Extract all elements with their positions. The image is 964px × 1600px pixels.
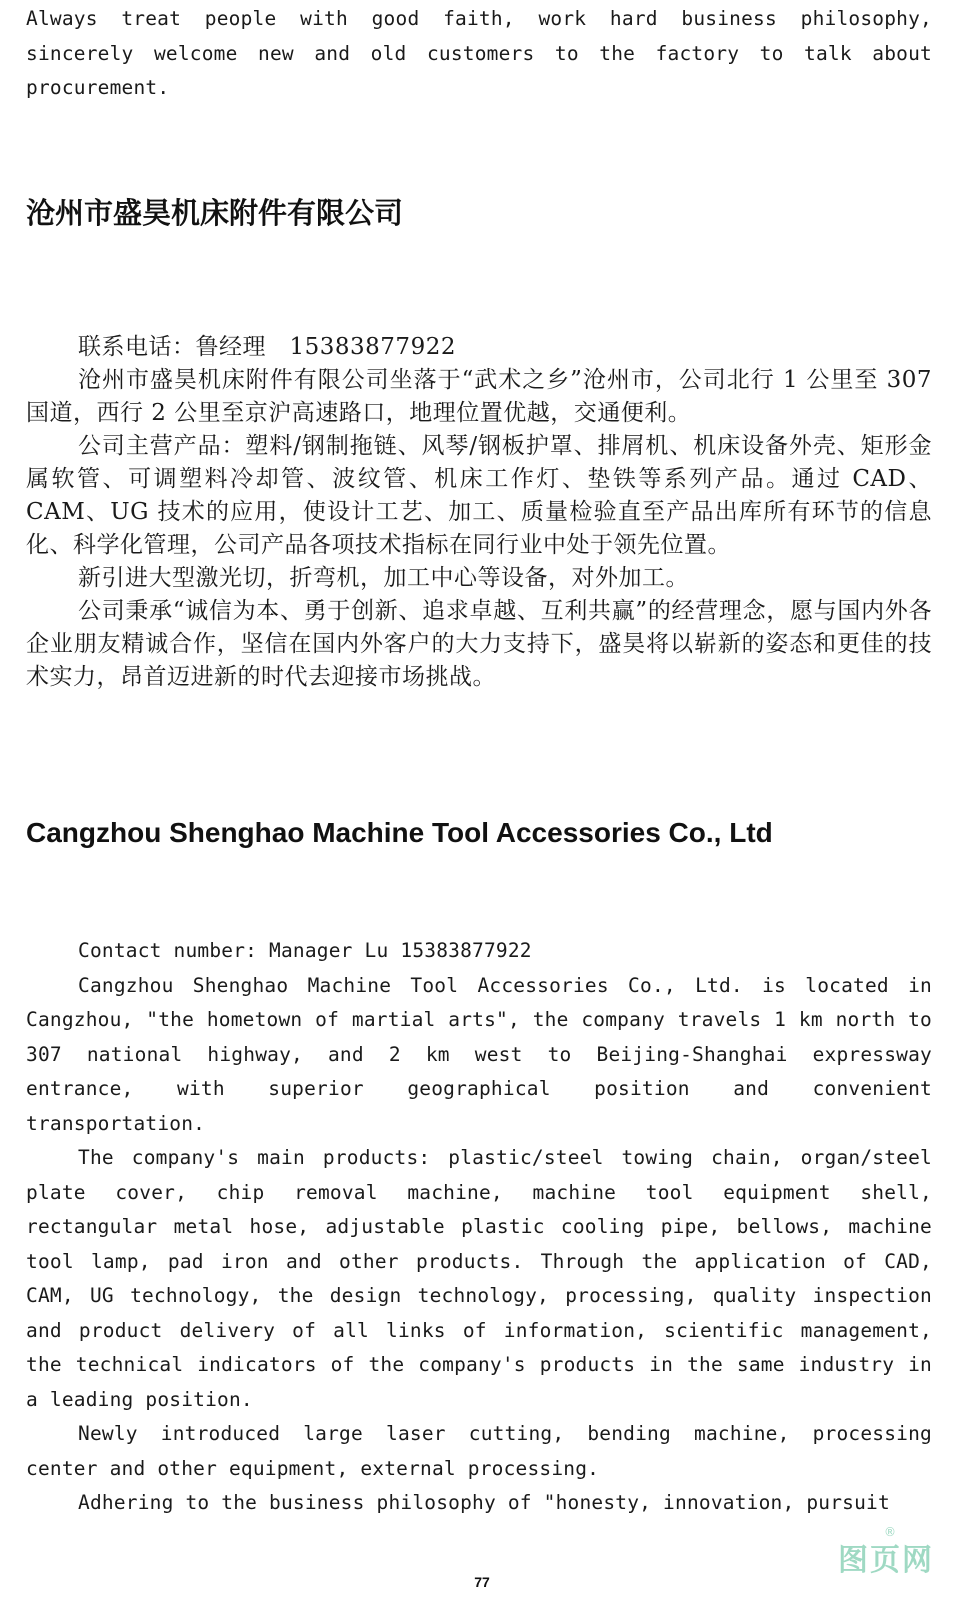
watermark-logo [838,1525,934,1579]
watermark-text: 图页网 [838,1543,934,1578]
cn-paragraph-products: 公司主营产品：塑料/钢制拖链、风琴/钢板护罩、排屑机、机床设备外壳、矩形金属软管、可调塑料冷却管、波纹管、机床工作灯、垫铁等系列产品。通过 CAD、CAM、UG 技术的应用，使设计工艺、加工、质量检验直至产品出库所有环节的信息化、科学化管理，公司产品各项技术指标在同行业中处于领先位置。 [26,433,932,558]
page-number: 77 [474,1574,490,1590]
contact-line-en: Contact number: Manager Lu 15383877922 [78,939,532,962]
cn-paragraph-equipment: 新引进大型激光切，折弯机，加工中心等设备，对外加工。 [78,565,689,591]
cn-paragraph-location: 沧州市盛昊机床附件有限公司坐落于“武术之乡”沧州市，公司北行 1 公里至 307 国道，西行 2 公里至京沪高速路口，地理位置优越，交通便利。 [26,367,932,426]
company-heading-cn: 沧州市盛昊机床附件有限公司 [26,196,404,230]
company-section-cn [26,331,932,694]
cn-paragraph-philosophy: 公司秉承“诚信为本、勇于创新、追求卓越、互利共赢”的经营理念，愿与国内外各企业朋友精诚合作，坚信在国内外客户的大力支持下，盛昊将以崭新的姿态和更佳的技术实力，昂首迈进新的时代去迎接市场挑战。 [26,598,932,690]
company-heading-en: Cangzhou Shenghao Machine Tool Accessories Co., Ltd [26,817,773,848]
intro-text: Always treat people with good faith, work hard business philosophy, sincerely welcome new and old customers to the factory to talk about procurement. [26,7,932,99]
intro-paragraph [26,2,932,106]
en-paragraph-equipment: Newly introduced large laser cutting, bending machine, processing center and other equipment, external processing. [26,1422,932,1480]
company-section-en [26,934,932,1521]
registered-mark: ® [884,1525,898,1539]
en-paragraph-philosophy: Adhering to the business philosophy of "honesty, innovation, pursuit [78,1491,890,1514]
en-paragraph-products: The company's main products: plastic/steel towing chain, organ/steel plate cover, chip removal machine, machine tool equipment shell, rectangular metal hose, adjustable plastic cooling pipe, bellows, machine tool lamp, pad iron and other products. Through the application of CAD, CAM, UG technology, the design technology, processing, quality inspection and product delivery of all links of information, scientific management, the technical indicators of the company's products in the same industry in a leading position. [26,1146,932,1411]
en-paragraph-location: Cangzhou Shenghao Machine Tool Accessories Co., Ltd. is located in Cangzhou, "the hometown of martial arts", the company travels 1 km north to 307 national highway, and 2 km west to Beijing-Shanghai expressway entrance, with superior geographical position and convenient transportation. [26,973,932,1135]
contact-line-cn: 联系电话：鲁经理 15383877922 [78,334,456,360]
